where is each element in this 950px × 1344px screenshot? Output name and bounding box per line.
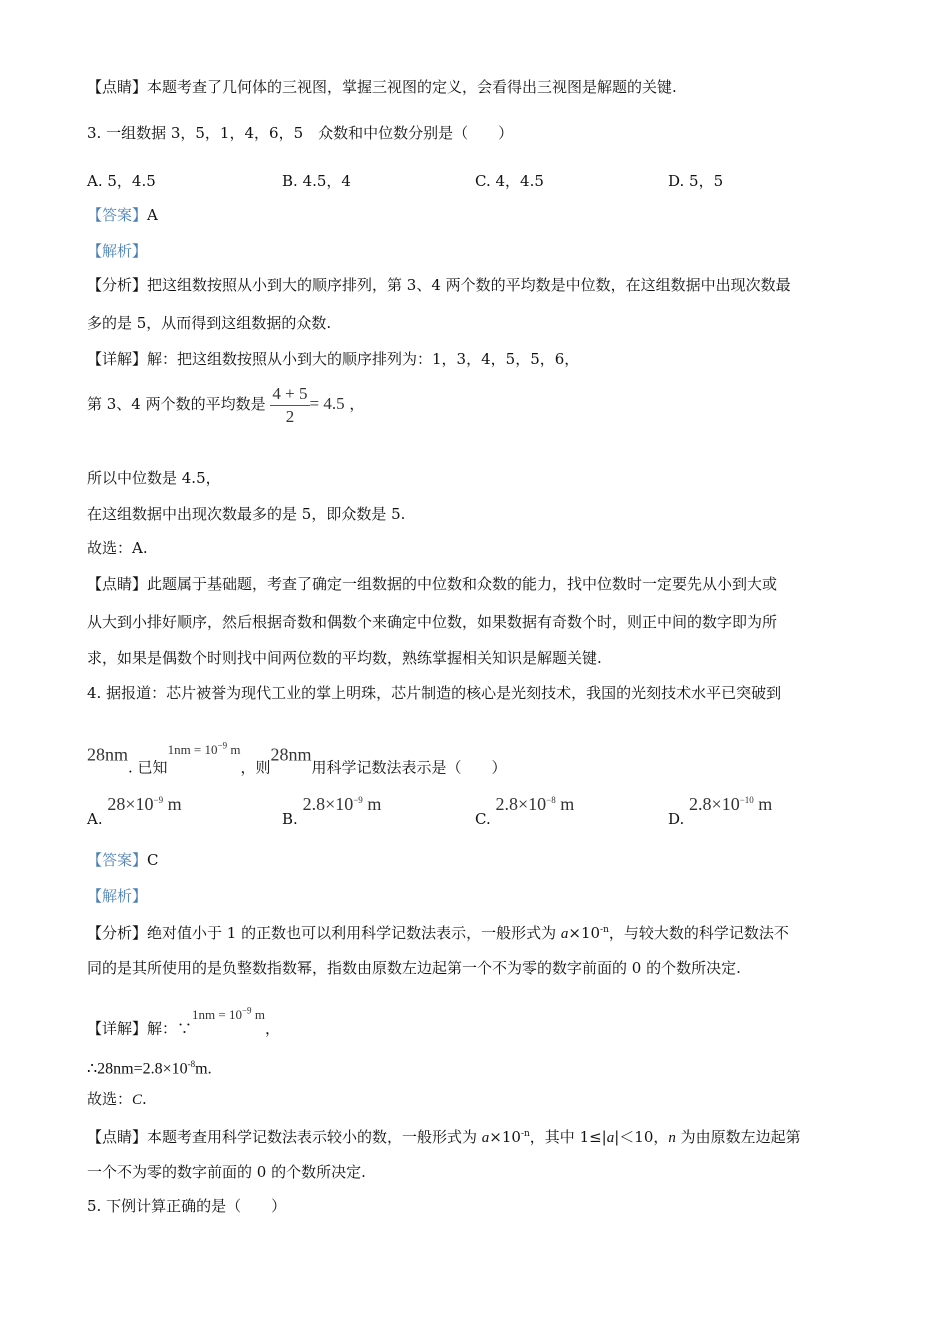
dianjing-tag: 【点睛】 bbox=[87, 575, 148, 593]
fraction-denominator: 2 bbox=[285, 406, 295, 426]
option-value: 5，4.5 bbox=[107, 172, 156, 190]
q3-xiangjie-4: 在这组数据中出现次数最多的是 5，即众数是 5. bbox=[87, 505, 406, 523]
eq-unit: m bbox=[251, 1007, 265, 1023]
eq-unit: m bbox=[227, 742, 241, 758]
q5-stem: 5. 下例计算正确的是（ ） bbox=[87, 1197, 287, 1215]
value-unit: m bbox=[555, 794, 575, 814]
punct: . bbox=[142, 1090, 147, 1108]
option-label: D. bbox=[668, 810, 685, 828]
q3-jiexi-tag: 【解析】 bbox=[87, 242, 148, 260]
fenxi-tag: 【分析】 bbox=[87, 276, 148, 294]
value-unit: m bbox=[362, 794, 382, 814]
option-label: B. bbox=[282, 810, 298, 828]
value-exp: −8 bbox=[546, 795, 556, 805]
therefore-text: ∴28nm=2.8×10 bbox=[87, 1060, 188, 1078]
q3-xiangjie-1 bbox=[87, 349, 579, 369]
q3-xiangjie-2 bbox=[87, 382, 364, 428]
q3-xiangjie-3: 所以中位数是 4.5， bbox=[87, 469, 221, 487]
math-28nm: 28nm bbox=[270, 744, 312, 765]
guxuan-text: 故选： bbox=[87, 1090, 133, 1108]
stem-text: 用科学记数法表示是（ ） bbox=[311, 758, 507, 777]
dianjing-text: 本题考查了几何体的三视图，掌握三视图的定义，会看得出三视图是解题的关键. bbox=[147, 78, 677, 96]
q3-option-c bbox=[475, 171, 544, 191]
option-value bbox=[303, 794, 382, 814]
dianjing-text: 为由原数左边起第 bbox=[675, 1128, 801, 1146]
fraction bbox=[270, 383, 309, 428]
fenxi-text: ×10 bbox=[568, 924, 601, 942]
q4-jiexi-tag: 【解析】 bbox=[87, 887, 148, 905]
stem-text: . 已知 bbox=[128, 758, 168, 777]
xiangjie-text: 第 3、4 两个数的平均数是 bbox=[87, 395, 266, 413]
xiangjie-text: 解：把这组数按照从小到大的顺序排列为：1，3，4，5，5，6， bbox=[147, 350, 580, 368]
exp: -8 bbox=[187, 1059, 196, 1069]
math-28nm: 28nm bbox=[87, 744, 129, 765]
exp: -n bbox=[600, 925, 609, 935]
q3-fenxi-2: 多的是 5，从而得到这组数据的众数. bbox=[87, 314, 332, 332]
q4-dianjing-2: 一个不为零的数字前面的 0 的个数所决定. bbox=[87, 1163, 366, 1181]
q4-guxuan bbox=[87, 1089, 147, 1110]
value-exp: −10 bbox=[739, 795, 754, 805]
exp: -n bbox=[520, 1129, 530, 1139]
guxuan-choice: C bbox=[132, 1092, 143, 1108]
var-a: a bbox=[481, 1130, 490, 1146]
dianjing-text: 本题考查用科学记数法表示较小的数，一般形式为 bbox=[147, 1128, 482, 1146]
therefore-text: m. bbox=[195, 1060, 212, 1078]
dianjing-text: 此题属于基础题，考查了确定一组数据的中位数和众数的能力，找中位数时一定要先从小到大或 bbox=[147, 575, 778, 593]
value-base: 2.8×10 bbox=[495, 794, 547, 814]
dianjing-tag: 【点睛】 bbox=[87, 78, 148, 96]
option-label: A. bbox=[87, 810, 103, 828]
q4-xiangjie bbox=[87, 996, 280, 1043]
fenxi-text: 把这组数按照从小到大的顺序排列，第 3、4 两个数的平均数是中位数，在这组数据中出现次数最 bbox=[147, 276, 791, 294]
answer-tag: 【答案】 bbox=[87, 851, 148, 869]
q4-stem-2 bbox=[87, 733, 507, 780]
q3-dianjing-2: 从大到小排好顺序，然后根据奇数和偶数个来确定中位数，如果数据有奇数个时，则正中间的数字即为所 bbox=[87, 613, 778, 631]
value-base: 2.8×10 bbox=[302, 794, 354, 814]
q4-option-c bbox=[475, 790, 574, 829]
xiangjie-tag: 【详解】 bbox=[87, 1019, 148, 1038]
q3-guxuan: 故选：A. bbox=[87, 539, 148, 557]
fenxi-tag: 【分析】 bbox=[87, 924, 148, 942]
var-a: a bbox=[606, 1130, 615, 1146]
fraction-numerator: 4 + 5 bbox=[270, 383, 309, 406]
option-value: 4，4.5 bbox=[495, 172, 544, 190]
option-value: 4.5，4 bbox=[302, 172, 351, 190]
q3-dianjing-3: 求，如果是偶数个时则找中间两位数的平均数，熟练掌握相关知识是解题关键. bbox=[87, 649, 602, 667]
fraction-result: = 4.5 bbox=[309, 394, 345, 413]
q3-answer bbox=[87, 205, 158, 225]
value-unit: m bbox=[163, 794, 182, 814]
punct: ， bbox=[264, 1019, 280, 1038]
dianjing-tag: 【点睛】 bbox=[87, 1128, 148, 1146]
value-exp: −9 bbox=[353, 795, 363, 805]
q4-stem-1: 4. 据报道：芯片被誉为现代工业的掌上明珠，芯片制造的核心是光刻技术，我国的光刻技术水平已突破到 bbox=[87, 684, 782, 702]
dianjing-text: |＜10， bbox=[614, 1128, 669, 1146]
var-a: a bbox=[560, 926, 569, 942]
q3-fenxi-1 bbox=[87, 275, 791, 295]
q2-dianjing bbox=[87, 77, 677, 97]
value-base: 28×10 bbox=[107, 794, 154, 814]
option-value bbox=[107, 794, 181, 814]
q3-dianjing-1 bbox=[87, 574, 777, 594]
fenxi-text: 绝对值小于 1 的正数也可以利用科学记数法表示，一般形式为 bbox=[147, 924, 561, 942]
option-value bbox=[689, 794, 772, 814]
eq-exp: −9 bbox=[217, 741, 228, 751]
q3-option-a bbox=[87, 171, 156, 191]
option-label: A. bbox=[87, 172, 103, 190]
because-symbol: 解：∵ bbox=[147, 1019, 193, 1038]
var-n: n bbox=[668, 1130, 676, 1146]
answer-value: C bbox=[147, 851, 159, 869]
q4-option-a bbox=[87, 790, 182, 829]
xiangjie-tag: 【详解】 bbox=[87, 350, 148, 368]
q3-option-d bbox=[668, 171, 723, 191]
fenxi-text: ，与较大数的科学记数法不 bbox=[608, 924, 789, 942]
math-nm-eq bbox=[168, 742, 241, 757]
stem-text: ，则 bbox=[240, 758, 271, 777]
value-unit: m bbox=[753, 794, 773, 814]
option-value bbox=[496, 794, 575, 814]
q4-fenxi-1 bbox=[87, 920, 789, 944]
value-base: 2.8×10 bbox=[689, 794, 740, 814]
q4-option-d bbox=[668, 790, 772, 829]
math-nm-eq bbox=[192, 1007, 265, 1022]
q4-fenxi-2: 同的是其所使用的是负整数指数幂，指数由原数左边起第一个不为零的数字前面的 0 的个数所决定. bbox=[87, 959, 741, 977]
option-label: B. bbox=[282, 172, 298, 190]
q4-option-b bbox=[282, 790, 381, 829]
option-value: 5，5 bbox=[689, 172, 724, 190]
eq-exp: −9 bbox=[241, 1006, 252, 1016]
punct: ， bbox=[349, 395, 365, 413]
eq-base: 1nm = 10 bbox=[167, 742, 218, 758]
q4-therefore bbox=[87, 1054, 212, 1079]
value-exp: −9 bbox=[153, 795, 164, 805]
answer-tag: 【答案】 bbox=[87, 206, 148, 224]
q4-dianjing-1 bbox=[87, 1124, 801, 1148]
q3-option-b bbox=[282, 171, 351, 191]
option-label: C. bbox=[475, 810, 491, 828]
answer-value: A bbox=[147, 206, 158, 224]
q3-stem: 3. 一组数据 3，5，1，4，6，5 众数和中位数分别是（ ） bbox=[87, 124, 514, 142]
eq-base: 1nm = 10 bbox=[192, 1007, 242, 1023]
q4-answer bbox=[87, 850, 159, 870]
option-label: D. bbox=[668, 172, 685, 190]
dianjing-text: ×10 bbox=[489, 1128, 521, 1146]
option-label: C. bbox=[475, 172, 491, 190]
dianjing-text: ，其中 1≤| bbox=[529, 1128, 607, 1146]
